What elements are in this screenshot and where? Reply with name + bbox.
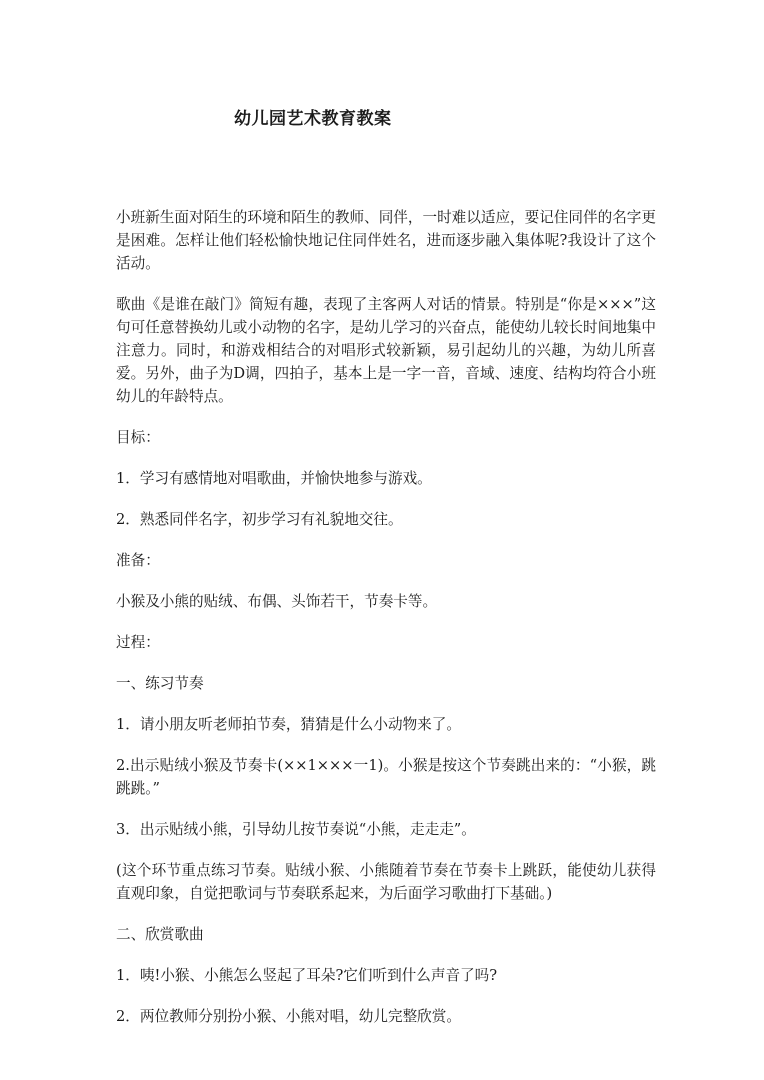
heading-preparation: 准备： — [116, 552, 160, 569]
preparation-text: 小猴及小熊的贴绒、布偶、头饰若干，节奏卡等。 — [116, 593, 438, 610]
appreciation-step-2: 2．两位教师分别扮小猴、小熊对唱，幼儿完整欣赏。 — [116, 1008, 461, 1025]
rhythm-step-3: 3．出示贴绒小熊，引导幼儿按节奏说“小熊，走走走”。 — [116, 821, 476, 838]
rhythm-step-1: 1．请小朋友听老师拍节奏，猜猜是什么小动物来了。 — [116, 716, 461, 733]
section-heading-rhythm: 一、练习节奏 — [116, 675, 204, 692]
section-heading-appreciation: 二、欣赏歌曲 — [116, 926, 204, 943]
document-body — [116, 206, 656, 1046]
rhythm-note: (这个环节重点练习节奏。贴绒小猴、小熊随着节奏在节奏卡上跳跃，能使幼儿获得直观印象，自觉把歌词与节奏联系起来，为后面学习歌曲打下基础。) — [116, 862, 656, 902]
rhythm-step-2: 2.出示贴绒小猴及节奏卡(××1×××一1)。小猴是按这个节奏跳出来的：“小猴，跳跳跳。” — [116, 757, 656, 797]
document-title: 幼儿园艺术教育教案 — [234, 109, 392, 129]
goal-item-2: 2．熟悉同伴名字，初步学习有礼貌地交往。 — [116, 511, 403, 528]
appreciation-step-1: 1．咦!小猴、小熊怎么竖起了耳朵?它们听到什么声音了吗? — [116, 967, 498, 984]
paragraph-intro: 小班新生面对陌生的环境和陌生的教师、同伴，一时难以适应，要记住同伴的名字更是困难。怎样让他们轻松愉快地记住同伴姓名，进而逐步融入集体呢?我设计了这个活动。 — [116, 209, 656, 272]
paragraph-song-description: 歌曲《是谁在敲门》简短有趣，表现了主客两人对话的情景。特别是“你是×××”这句可任意替换幼儿或小动物的名字，是幼儿学习的兴奋点，能使幼儿较长时间地集中注意力。同时，和游戏相结合的对唱形式较新颖，易引起幼儿的兴趣，为幼儿所喜爱。另外，曲子为D调，四拍子，基本上是一字一音，音域、速度、结构均符合小班幼儿的年龄特点。 — [116, 296, 656, 405]
goal-item-1: 1．学习有感情地对唱歌曲，并愉快地参与游戏。 — [116, 470, 432, 487]
heading-process: 过程： — [116, 634, 160, 651]
heading-goals: 目标： — [116, 429, 160, 446]
